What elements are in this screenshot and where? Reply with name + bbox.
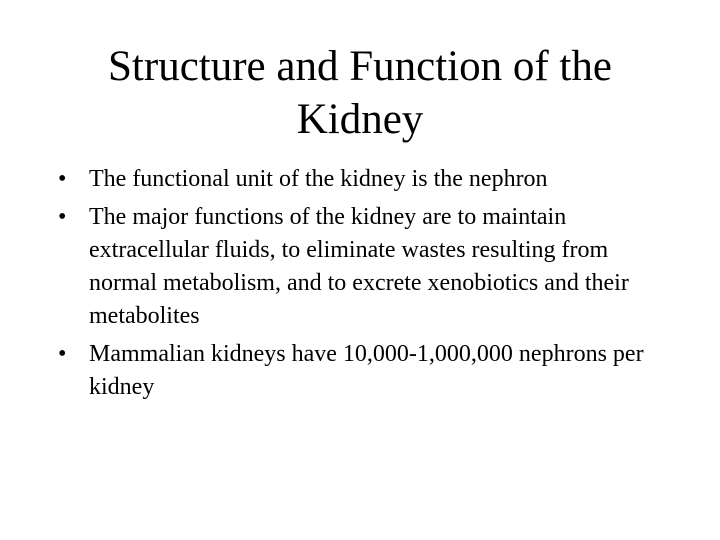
bullet-text: Mammalian kidneys have 10,000-1,000,000 nephrons per kidney xyxy=(89,341,644,400)
bullet-item-nephron-count xyxy=(58,338,658,404)
bullet-item-nephron-unit xyxy=(58,163,658,196)
bullet-text: The functional unit of the kidney is the nephron xyxy=(89,166,548,192)
bullet-list xyxy=(58,163,658,409)
bullet-marker: • xyxy=(58,204,67,230)
bullet-item-kidney-functions xyxy=(58,201,658,333)
bullet-marker: • xyxy=(58,166,67,192)
bullet-text: The major functions of the kidney are to maintain extracellular fluids, to eliminate wastes resulting from normal metabolism, and to excrete xenobiotics and their metabolites xyxy=(89,204,629,329)
bullet-marker: • xyxy=(58,341,67,367)
slide-title: Structure and Function of the Kidney xyxy=(108,43,612,143)
